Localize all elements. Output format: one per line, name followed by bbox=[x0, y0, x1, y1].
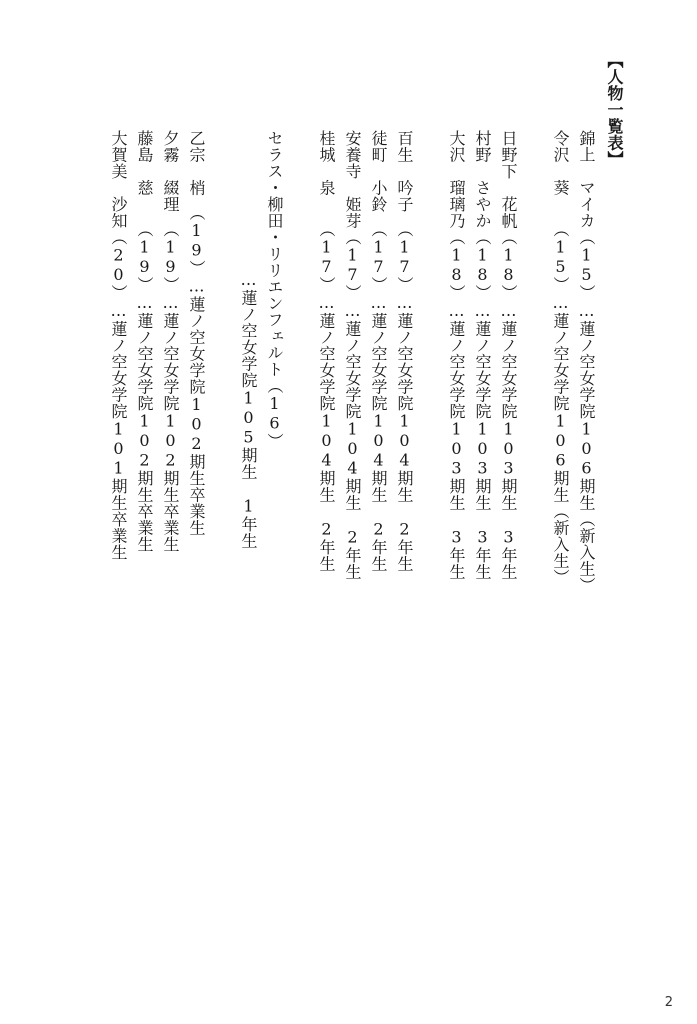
character-name: 徒町 小鈴 bbox=[369, 130, 388, 213]
character-school: …蓮ノ空女学院106期生 bbox=[551, 293, 570, 503]
list-item bbox=[530, 52, 590, 586]
character-age: （18） bbox=[473, 229, 492, 301]
character-age: （17） bbox=[395, 229, 414, 293]
character-age: （18） bbox=[447, 229, 466, 301]
character-age: （19） bbox=[187, 212, 206, 277]
character-status: 1年生 bbox=[239, 496, 258, 549]
character-name: 令沢 葵 bbox=[551, 130, 570, 196]
character-school: …蓮ノ空女学院103期生 bbox=[473, 301, 492, 511]
character-school: …蓮ノ空女学院105期生 bbox=[239, 270, 258, 480]
character-age: （17） bbox=[317, 229, 336, 293]
character-status: 2年生 bbox=[369, 519, 388, 572]
character-name: 百生 吟子 bbox=[395, 130, 414, 213]
character-school: …蓮ノ空女学院104期生 bbox=[369, 293, 388, 503]
character-school: …蓮ノ空女学院104期生 bbox=[317, 293, 336, 503]
character-name: 大賀美 沙知 bbox=[109, 130, 128, 229]
character-status: 卒業生 bbox=[187, 486, 206, 536]
character-age: （19） bbox=[161, 229, 180, 293]
character-status: 3年生 bbox=[499, 527, 518, 580]
list-item-continuation bbox=[218, 192, 278, 549]
list-item bbox=[88, 52, 148, 561]
character-age: （20） bbox=[109, 229, 128, 301]
character-status: 3年生 bbox=[473, 527, 492, 580]
character-age: （18） bbox=[499, 229, 518, 301]
character-name: 大沢 瑠璃乃 bbox=[447, 130, 466, 229]
character-school: …蓮ノ空女学院104期生 bbox=[395, 293, 414, 503]
character-status: 卒業生 bbox=[135, 503, 154, 553]
character-status: 2年生 bbox=[317, 519, 336, 572]
character-school: …蓮ノ空女学院101期生 bbox=[109, 301, 128, 511]
character-school: …蓮ノ空女学院104期生 bbox=[343, 301, 362, 511]
character-age: （15） bbox=[551, 229, 570, 293]
character-name: 安養寺 姫芽 bbox=[343, 130, 362, 229]
page-number: 2 bbox=[664, 995, 673, 1010]
list-item bbox=[426, 52, 486, 580]
character-age: （15） bbox=[577, 229, 596, 301]
character-age: （17） bbox=[343, 229, 362, 301]
character-name: 藤島 慈 bbox=[135, 130, 154, 196]
character-status: 2年生 bbox=[343, 527, 362, 580]
character-age: （19） bbox=[135, 229, 154, 293]
character-status: 卒業生 bbox=[109, 511, 128, 561]
character-status: （新入生） bbox=[551, 503, 570, 586]
character-age: （17） bbox=[369, 229, 388, 293]
character-school: …蓮ノ空女学院106期生 bbox=[577, 301, 596, 511]
character-school: …蓮ノ空女学院102期生 bbox=[187, 276, 206, 487]
page-title: 【人物一覧表】 bbox=[605, 52, 624, 168]
character-school: …蓮ノ空女学院103期生 bbox=[447, 301, 466, 511]
character-age: （16） bbox=[265, 377, 284, 450]
character-name: 乙宗 梢 bbox=[187, 130, 206, 196]
character-status: 卒業生 bbox=[161, 503, 180, 553]
character-name: 日野下 花帆 bbox=[499, 130, 518, 229]
character-school: …蓮ノ空女学院102期生 bbox=[135, 293, 154, 503]
list-item bbox=[296, 52, 356, 572]
character-status: 3年生 bbox=[447, 527, 466, 580]
character-name: 村野 さやか bbox=[473, 130, 492, 229]
character-name: 桂城 泉 bbox=[317, 130, 336, 196]
character-school: …蓮ノ空女学院102期生 bbox=[161, 293, 180, 503]
character-status: （新入生） bbox=[577, 511, 596, 594]
character-name: 錦上 マイカ bbox=[577, 130, 596, 229]
character-status: 2年生 bbox=[395, 519, 414, 572]
character-school: …蓮ノ空女学院103期生 bbox=[499, 301, 518, 511]
character-name: 夕霧 綴理 bbox=[161, 130, 180, 213]
character-name: セラス・柳田・リリエンフェルト bbox=[265, 130, 284, 378]
